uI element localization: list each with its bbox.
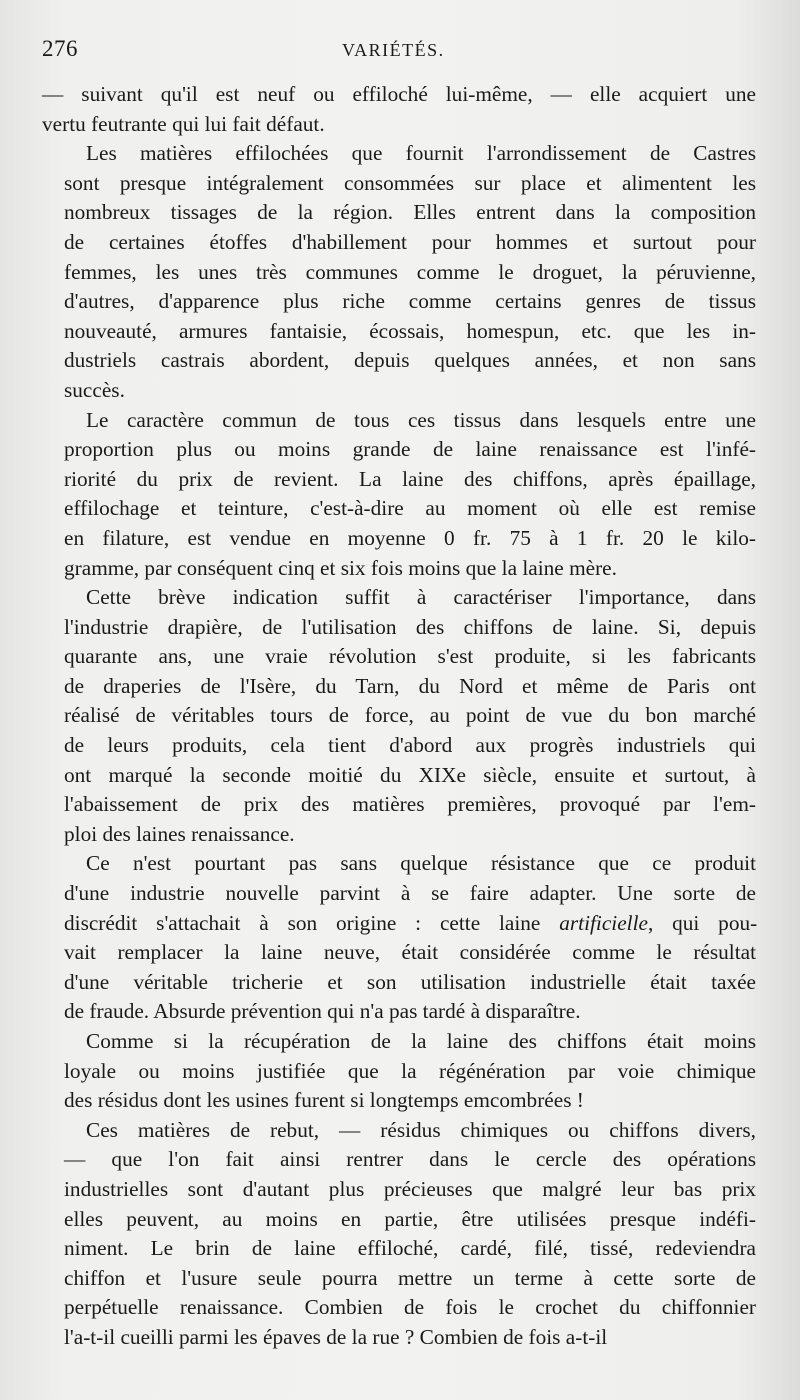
paragraph [42, 80, 756, 139]
text-line: l'abaissement de prix des matières premières, provoqué par l'em- [64, 792, 756, 817]
text-line: l'a-t-il cueilli parmi les épaves de la rue ? Combien de fois a-t-il [64, 1324, 608, 1349]
text-line: Cette brève indication suffit à caractériser l'importance, dans [86, 585, 756, 610]
text-line: d'une industrie nouvelle parvint à se faire adapter. Une sorte de [64, 881, 756, 906]
text-line: Comme si la récupération de la laine des chiffons était moins [86, 1029, 756, 1053]
text-line: — que l'on fait ainsi rentrer dans le cercle des opérations [64, 1147, 756, 1172]
text-line: l'industrie drapière, de l'utilisation des chiffons de laine. Si, depuis [64, 614, 756, 639]
text-line: discrédit s'attachait à son origine : cette laine artificielle, qui pou- [64, 910, 758, 935]
text-line: loyale ou moins justifiée que la régénération par voie chimique [64, 1058, 756, 1083]
text-line: industrielles sont d'autant plus précieuses que malgré leur bas prix [64, 1176, 756, 1201]
text-line: nouveauté, armures fantaisie, écossais, homespun, etc. que les in- [64, 318, 756, 343]
text-line: niment. Le brin de laine effiloché, cardé, filé, tissé, redeviendra [64, 1236, 756, 1261]
text-line: nombreux tissages de la région. Elles entrent dans la composition [64, 200, 756, 225]
text-line: ont marqué la seconde moitié du XIXe siècle, ensuite et surtout, à [64, 762, 756, 787]
paragraph [42, 583, 756, 849]
text-line: quarante ans, une vraie révolution s'est produite, si les fabricants [64, 644, 756, 669]
paragraph [42, 1027, 756, 1116]
text-line: chiffon et l'usure seule pourra mettre un terme à cette sorte de [64, 1265, 756, 1290]
text-line: réalisé de véritables tours de force, au point de vue du bon marché [64, 703, 756, 728]
text-line: Ces matières de rebut, — résidus chimiques ou chiffons divers, [86, 1117, 756, 1142]
page-number: 276 [42, 36, 78, 61]
text-line: sont presque intégralement consommées sur place et alimentent les [64, 170, 756, 195]
text-line: Les matières effilochées que fournit l'arrondissement de Castres [86, 141, 756, 166]
text-line: des résidus dont les usines furent si longtemps emcombrées ! [64, 1088, 584, 1113]
text-line: de leurs produits, cela tient d'abord aux progrès industriels qui [64, 733, 756, 758]
text-line: elles peuvent, au moins en partie, être utilisées presque indéfi- [64, 1206, 756, 1231]
text-line: vertu feutrante qui lui fait défaut. [42, 111, 325, 136]
text-line: d'une véritable tricherie et son utilisation industrielle était taxée [64, 969, 756, 994]
text-line: de certaines étoffes d'habillement pour hommes et surtout pour [64, 229, 756, 254]
text-line: proportion plus ou moins grande de laine renaissance est l'infé- [64, 437, 756, 462]
text-line: succès. [64, 377, 125, 402]
text-line: Le caractère commun de tous ces tissus dans lesquels entre une [86, 407, 756, 432]
text-line: en filature, est vendue en moyenne 0 fr. 75 à 1 fr. 20 le kilo- [64, 525, 756, 550]
text-line: ploi des laines renaissance. [64, 821, 295, 846]
text-line: riorité du prix de revient. La laine des chiffons, après épaillage, [64, 466, 756, 491]
text-line: d'autres, d'apparence plus riche comme certains genres de tissus [64, 289, 756, 314]
paragraph [42, 1116, 756, 1353]
paragraph [42, 139, 756, 405]
paragraph [42, 406, 756, 584]
text-line: de fraude. Absurde prévention qui n'a pas tardé à disparaître. [64, 999, 581, 1024]
text-line: — suivant qu'il est neuf ou effiloché lui-même, — elle acquiert une [42, 82, 756, 106]
text-line: Ce n'est pourtant pas sans quelque résistance que ce produit [86, 851, 756, 876]
text-line: de draperies de l'Isère, du Tarn, du Nord et même de Paris ont [64, 673, 756, 698]
text-line: perpétuelle renaissance. Combien de fois le crochet du chiffonnier [64, 1295, 756, 1320]
text-line: dustriels castrais abordent, depuis quelques années, et non sans [64, 348, 756, 373]
text-line: gramme, par conséquent cinq et six fois moins que la laine mère. [64, 555, 617, 580]
text-line: effilochage et teinture, c'est-à-dire au moment où elle est remise [64, 496, 756, 521]
text-line: femmes, les unes très communes comme le droguet, la péruvienne, [64, 259, 756, 284]
text-line: vait remplacer la laine neuve, était considérée comme le résultat [64, 940, 756, 965]
body-text [42, 80, 756, 1353]
running-title: VARIÉTÉS. [342, 40, 445, 60]
paragraph [42, 849, 756, 1027]
page-header [42, 36, 756, 70]
